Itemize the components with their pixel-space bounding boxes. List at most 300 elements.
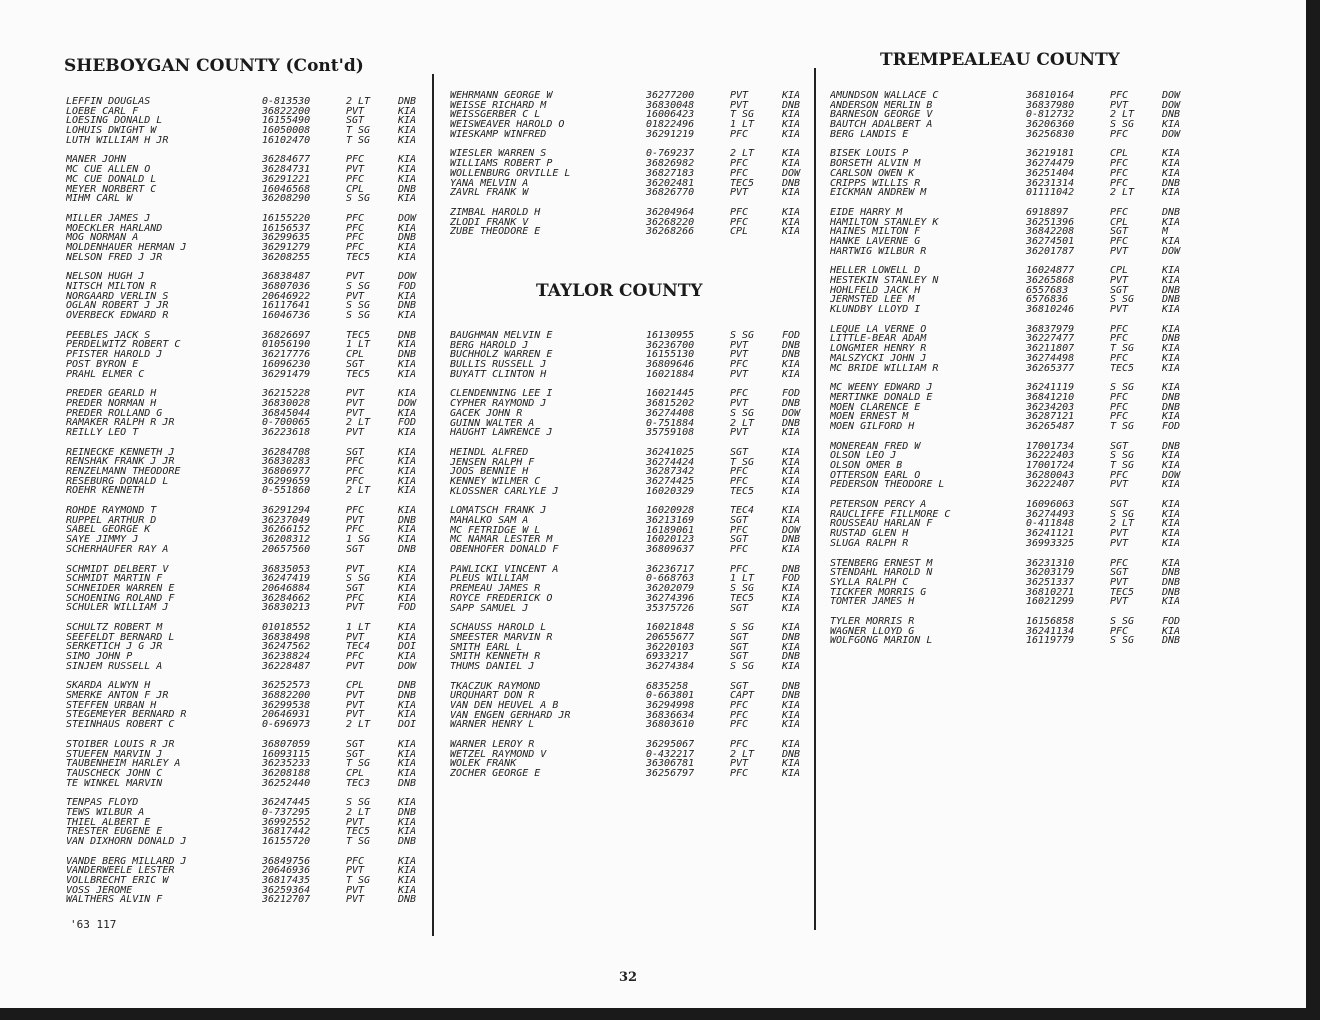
rank: PFC [1110, 558, 1129, 569]
serial-number: 36842208 [1026, 227, 1075, 237]
soldier-name: SCHULER WILLIAM J [66, 603, 169, 613]
status: DNB [1162, 285, 1181, 296]
soldier-name: WARNER LEROY R [450, 740, 535, 750]
trempealeau-column [830, 91, 1202, 656]
soldier-name: VOSS JEROME [66, 885, 133, 896]
roster-row [450, 545, 822, 555]
roster-row [450, 633, 822, 643]
status: KIA [1162, 500, 1181, 510]
status: DNB [398, 233, 417, 243]
status: KIA [782, 207, 801, 218]
status: KIA [782, 486, 801, 497]
status: DNB [1162, 392, 1181, 403]
roster-row [450, 149, 822, 159]
roster-group [830, 325, 1202, 373]
soldier-name: MOLDENHAUER HERMAN J [66, 242, 187, 253]
roster-row [66, 350, 438, 360]
rank: T SG [346, 876, 371, 886]
serial-number: 36202481 [646, 178, 695, 189]
roster-row [66, 194, 438, 204]
serial-number: 36291479 [262, 369, 311, 380]
serial-number: 0-737295 [262, 807, 311, 818]
roster-group [450, 91, 822, 139]
roster-row [450, 535, 822, 545]
rank: PVT [1110, 100, 1129, 111]
serial-number: 36274498 [1026, 353, 1075, 364]
rank: 1 LT [730, 574, 755, 585]
roster-row [66, 701, 438, 711]
serial-number: 36208255 [262, 252, 311, 263]
status: KIA [782, 584, 801, 594]
rank: SGT [730, 603, 749, 614]
soldier-name: VAN ENGEN GERHARD JR [450, 710, 571, 721]
soldier-name: WIESKAMP WINFRED [450, 129, 547, 140]
roster-group [66, 857, 438, 905]
status: KIA [1162, 159, 1181, 169]
soldier-name: MC CUE ALLEN O [66, 165, 151, 175]
soldier-name: RUPPEL ARTHUR D [66, 515, 157, 526]
roster-row [66, 866, 438, 876]
serial-number: 36208290 [262, 194, 311, 204]
soldier-name: WARNER HENRY L [450, 720, 535, 731]
soldier-name: WALTHERS ALVIN F [66, 895, 163, 906]
roster-row [66, 224, 438, 234]
status: DNB [782, 691, 801, 701]
rank: S SG [730, 623, 755, 633]
soldier-name: BULLIS RUSSELL J [450, 360, 547, 370]
status: KIA [1162, 509, 1181, 520]
serial-number: 36208312 [262, 535, 311, 545]
soldier-name: MC NAMAR LESTER M [450, 535, 553, 546]
rank: PVT [346, 291, 365, 302]
roster-row [66, 574, 438, 584]
serial-number: 36222403 [1026, 451, 1075, 461]
roster-row [450, 623, 822, 633]
roster-row [830, 383, 1202, 393]
soldier-name: MIHM CARL W [66, 194, 133, 204]
roster-row [450, 458, 822, 468]
roster-row [830, 559, 1202, 569]
roster-row [830, 393, 1202, 403]
status: DNB [782, 535, 801, 546]
status: KIA [782, 467, 801, 477]
serial-number: 36241119 [1026, 383, 1075, 393]
soldier-name: MOEN GILFORD H [830, 421, 915, 432]
rank: PFC [1110, 353, 1129, 364]
status: DNB [1162, 441, 1181, 452]
soldier-name: LUTH WILLIAM H JR [66, 135, 169, 146]
rank: 1 LT [346, 340, 371, 351]
roster-row [450, 526, 822, 536]
soldier-name: MANER JOHN [66, 155, 127, 166]
soldier-name: STEGEMEYER BERNARD R [66, 710, 187, 721]
serial-number: 36835053 [262, 564, 311, 575]
rank: 2 LT [346, 418, 371, 428]
roster-row [830, 500, 1202, 510]
roster-row [66, 525, 438, 535]
serial-number: 36274425 [646, 476, 695, 487]
roster-row [450, 227, 822, 237]
soldier-name: SINJEM RUSSELL A [66, 661, 163, 672]
rank: T SG [730, 110, 755, 121]
rank: SGT [346, 544, 365, 555]
rank: PVT [1110, 480, 1129, 491]
roster-row [450, 218, 822, 228]
serial-number: 0-769237 [646, 149, 695, 160]
roster-row [66, 681, 438, 691]
roster-row [450, 360, 822, 370]
serial-number: 16096230 [262, 359, 311, 370]
roster-row [66, 779, 438, 789]
rank: PVT [346, 866, 365, 877]
roster-row [450, 341, 822, 351]
soldier-name: STEINHAUS ROBERT C [66, 720, 175, 730]
soldier-name: STENDAHL HAROLD N [830, 568, 933, 578]
roster-row [450, 399, 822, 409]
serial-number: 36287121 [1026, 412, 1075, 422]
rank: PFC [1110, 129, 1129, 140]
status: DOW [1162, 91, 1181, 101]
soldier-name: BARNESON GEORGE V [830, 110, 933, 121]
soldier-name: TENPAS FLOYD [66, 798, 139, 808]
roster-group [66, 389, 438, 437]
serial-number: 16096063 [1026, 500, 1075, 510]
status: DNB [782, 100, 801, 111]
rank: PVT [346, 408, 365, 419]
status: DNB [398, 350, 417, 360]
soldier-name: STOIBER LOUIS R JR [66, 739, 175, 750]
rank: PVT [346, 661, 365, 672]
roster-row [66, 710, 438, 720]
roster-row [450, 91, 822, 101]
soldier-name: PLEUS WILLIAM [450, 574, 529, 585]
rank: PVT [346, 427, 365, 438]
rank: PVT [730, 100, 749, 111]
rank: 1 SG [346, 535, 371, 545]
status: KIA [398, 506, 417, 516]
status: DNB [398, 895, 417, 906]
roster-row [66, 827, 438, 837]
soldier-name: LEQUE LA VERNE O [830, 324, 927, 335]
status: KIA [398, 652, 417, 662]
roster-row [66, 389, 438, 399]
rank: PFC [346, 223, 365, 234]
rank: PVT [1110, 577, 1129, 588]
serial-number: 35375726 [646, 603, 695, 614]
serial-number: 36291219 [646, 129, 695, 140]
status: KIA [398, 768, 417, 779]
roster-row [66, 116, 438, 126]
serial-number: 36266152 [262, 525, 311, 536]
rank: PVT [730, 188, 749, 198]
rank: SGT [1110, 227, 1129, 237]
status: KIA [782, 360, 801, 370]
soldier-name: WOLEK FRANK [450, 759, 517, 770]
soldier-name: REILLY LEO T [66, 427, 139, 438]
serial-number: 0-663801 [646, 691, 695, 701]
serial-number: 36291221 [262, 174, 311, 185]
rank: SGT [1110, 441, 1129, 452]
serial-number: 20646936 [262, 866, 311, 877]
rank: PFC [730, 545, 749, 555]
rank: CPL [346, 350, 365, 360]
soldier-name: EIDE HARRY M [830, 207, 903, 218]
soldier-name: WEISSGERBER C L [450, 110, 541, 121]
soldier-name: MONEREAN FRED W [830, 441, 921, 452]
status: DOI [398, 720, 417, 730]
rank: SGT [730, 516, 749, 526]
serial-number: 36810164 [1026, 91, 1075, 101]
status: KIA [1162, 149, 1181, 160]
serial-number: 36247419 [262, 574, 311, 584]
status: KIA [398, 242, 417, 253]
status: KIA [782, 740, 801, 750]
soldier-name: LOHUIS DWIGHT W [66, 126, 157, 136]
rank: CPL [1110, 149, 1129, 160]
status: KIA [782, 623, 801, 633]
soldier-name: REINECKE KENNETH J [66, 447, 175, 458]
status: DNB [1162, 587, 1181, 598]
roster-row [66, 155, 438, 165]
rank: S SG [1110, 451, 1135, 461]
soldier-name: SCHULTZ ROBERT M [66, 622, 163, 633]
soldier-name: THUMS DANIEL J [450, 661, 535, 672]
rank: 1 LT [346, 622, 371, 633]
serial-number: 35759108 [646, 428, 695, 438]
rank: PVT [346, 272, 365, 282]
soldier-name: GUINN WALTER A [450, 418, 535, 429]
roster-group [830, 383, 1202, 431]
roster-row [830, 636, 1202, 646]
status: KIA [782, 188, 801, 198]
rank: PFC [1110, 159, 1129, 169]
status: KIA [398, 564, 417, 575]
status: DOW [1162, 100, 1181, 111]
roster-row [450, 110, 822, 120]
serial-number: 36284708 [262, 447, 311, 458]
roster-row [830, 179, 1202, 189]
footnote-code: '63 117 [70, 918, 117, 931]
status: KIA [1162, 626, 1181, 637]
rank: PVT [346, 710, 365, 721]
serial-number: 0-668763 [646, 574, 695, 585]
soldier-name: ZIMBAL HAROLD H [450, 207, 541, 218]
rank: 2 LT [1110, 110, 1135, 121]
serial-number: 36256797 [646, 769, 695, 779]
status: DNB [398, 681, 417, 692]
column-divider-left [432, 74, 434, 936]
soldier-name: PREMEAU JAMES R [450, 584, 541, 594]
soldier-name: THIEL ALBERT E [66, 817, 151, 828]
status: DNB [1162, 577, 1181, 588]
roster-row [830, 169, 1202, 179]
rank: S SG [346, 301, 371, 312]
serial-number: 36252573 [262, 681, 311, 692]
soldier-name: VANDERWEELE LESTER [66, 866, 175, 877]
rank: PVT [346, 603, 365, 613]
roster-row [450, 370, 822, 380]
status: DNB [398, 515, 417, 526]
rank: 2 LT [346, 97, 371, 107]
roster-row [450, 477, 822, 487]
roster-row [66, 467, 438, 477]
roster-row [66, 136, 438, 146]
roster-row [830, 159, 1202, 169]
status: DNB [782, 418, 801, 429]
soldier-name: MC BRIDE WILLIAM R [830, 363, 939, 374]
status: DNB [782, 652, 801, 662]
serial-number: 16156858 [1026, 616, 1075, 627]
page-number: 32 [619, 970, 638, 985]
soldier-name: ZLODI FRANK V [450, 217, 529, 228]
soldier-name: BAUGHMAN MELVIN E [450, 331, 553, 341]
roster-row [450, 711, 822, 721]
soldier-name: PREDER GEARLD H [66, 389, 157, 399]
status: DNB [1162, 334, 1181, 345]
soldier-name: CRIPPS WILLIS R [830, 178, 921, 189]
serial-number: 16119779 [1026, 636, 1075, 646]
rank: PFC [1110, 470, 1129, 481]
serial-number: 36211807 [1026, 344, 1075, 354]
status: DOW [398, 661, 417, 672]
soldier-name: LOESING DONALD L [66, 116, 163, 127]
roster-group [830, 208, 1202, 256]
roster-row [66, 750, 438, 760]
roster-row [66, 477, 438, 487]
roster-row [66, 769, 438, 779]
rank: SGT [1110, 285, 1129, 296]
roster-row [830, 227, 1202, 237]
rank: T SG [730, 457, 755, 468]
soldier-name: PREDER NORMAN H [66, 398, 157, 409]
rank: 2 LT [730, 418, 755, 429]
serial-number: 36291294 [262, 506, 311, 516]
serial-number: 6576836 [1026, 295, 1069, 306]
status: KIA [782, 701, 801, 711]
status: KIA [782, 149, 801, 160]
soldier-name: LOMATSCH FRANK J [450, 506, 547, 516]
soldier-name: TKACZUK RAYMOND [450, 681, 541, 692]
roster-row [66, 311, 438, 321]
status: KIA [1162, 168, 1181, 179]
soldier-name: ZUBE THEODORE E [450, 227, 541, 237]
roster-row [66, 545, 438, 555]
serial-number: 0-432217 [646, 749, 695, 760]
rank: PFC [1110, 91, 1129, 101]
soldier-name: WILLIAMS ROBERT P [450, 159, 553, 169]
serial-number: 36247445 [262, 798, 311, 808]
sheboygan-county-heading: SHEBOYGAN COUNTY (Cont'd) [64, 56, 364, 76]
rank: PFC [346, 174, 365, 185]
rank: PFC [346, 525, 365, 536]
rank: PVT [346, 106, 365, 117]
roster-row [830, 334, 1202, 344]
roster-group [66, 448, 438, 496]
serial-number: 36241025 [646, 447, 695, 458]
soldier-name: RESEBURG DONALD L [66, 476, 169, 487]
roster-group [450, 740, 822, 779]
rank: SGT [1110, 500, 1129, 510]
status: KIA [398, 126, 417, 136]
roster-group [450, 208, 822, 237]
status: DNB [1162, 178, 1181, 189]
status: KIA [398, 739, 417, 750]
soldier-name: BUYATT CLINTON H [450, 369, 547, 380]
status: KIA [398, 622, 417, 633]
serial-number: 16189061 [646, 525, 695, 536]
rank: S SG [1110, 120, 1135, 130]
serial-number: 16020928 [646, 506, 695, 516]
rank: TEC5 [346, 330, 371, 341]
status: KIA [398, 467, 417, 477]
roster-row [66, 818, 438, 828]
status: KIA [398, 583, 417, 594]
soldier-name: SMEESTER MARVIN R [450, 632, 553, 643]
serial-number: 36295067 [646, 740, 695, 750]
status: KIA [398, 106, 417, 117]
status: KIA [782, 91, 801, 101]
serial-number: 16046568 [262, 184, 311, 195]
rank: PFC [346, 457, 365, 467]
soldier-name: ZAVRL FRANK W [450, 188, 529, 198]
status: KIA [1162, 305, 1181, 315]
status: DOW [1162, 129, 1181, 140]
status: KIA [398, 827, 417, 837]
roster-row [450, 159, 822, 169]
status: FOD [1162, 616, 1181, 627]
status: FOD [1162, 421, 1181, 432]
sheboygan-contd-column [450, 91, 822, 247]
soldier-name: URQUHART DON R [450, 691, 535, 701]
soldier-name: PAWLICKI VINCENT A [450, 564, 559, 575]
soldier-name: ROUSSEAU HARLAN F [830, 519, 933, 530]
soldier-name: SCHAUSS HAROLD L [450, 623, 547, 633]
rank: T SG [346, 759, 371, 769]
status: KIA [398, 525, 417, 536]
soldier-name: ANDERSON MERLIN B [830, 100, 933, 111]
roster-row [450, 331, 822, 341]
roster-row [66, 370, 438, 380]
soldier-name: PFISTER HAROLD J [66, 350, 163, 360]
serial-number: 0-411848 [1026, 519, 1075, 530]
column-divider-right [814, 68, 816, 930]
serial-number: 20646884 [262, 583, 311, 594]
soldier-name: HAUGHT LAWRENCE J [450, 428, 553, 438]
serial-number: 36882200 [262, 691, 311, 701]
rank: PVT [346, 165, 365, 175]
status: KIA [398, 340, 417, 351]
roster-row [450, 130, 822, 140]
roster-row [66, 107, 438, 117]
serial-number: 36809646 [646, 360, 695, 370]
status: KIA [1162, 383, 1181, 393]
status: KIA [782, 457, 801, 468]
rank: S SG [346, 311, 371, 321]
rank: PVT [1110, 529, 1129, 539]
roster-row [450, 759, 822, 769]
soldier-name: HANKE LAVERNE G [830, 236, 921, 247]
soldier-name: WEISWEAVER HAROLD O [450, 120, 565, 130]
serial-number: 36830213 [262, 603, 311, 613]
serial-number: 36222407 [1026, 480, 1075, 491]
roster-row [830, 461, 1202, 471]
soldier-name: OLSON LEO J [830, 451, 897, 461]
serial-number: 16155220 [262, 213, 311, 224]
serial-number: 36299659 [262, 476, 311, 487]
soldier-name: PERDELWITZ ROBERT C [66, 340, 181, 351]
status: KIA [1162, 217, 1181, 228]
roster-row [830, 130, 1202, 140]
